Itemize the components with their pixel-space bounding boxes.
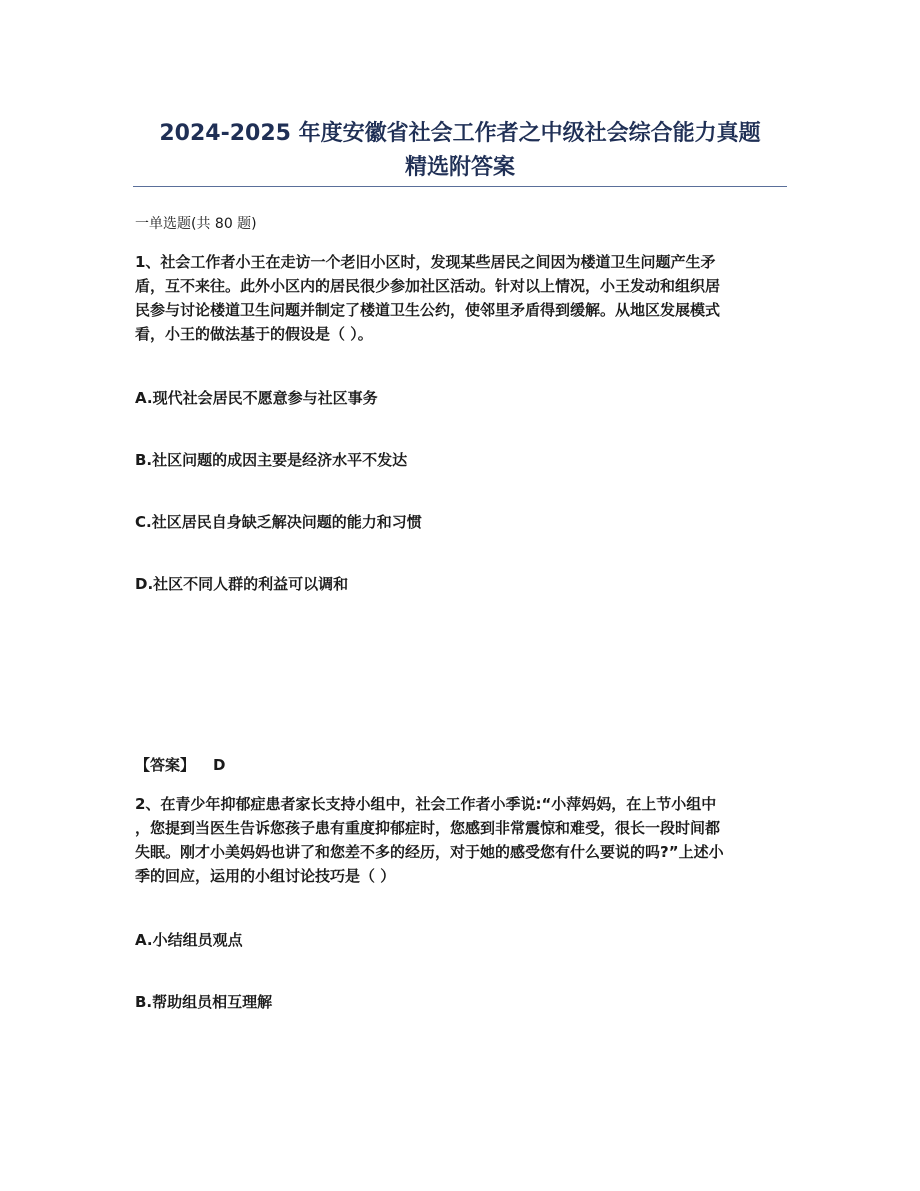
question-1-stem-line: 看，小王的做法基于的假设是（ ）。 (135, 325, 373, 343)
question-1-option-b: B.社区问题的成因主要是经济水平不发达 (135, 451, 408, 469)
question-2-stem-line: 2、在青少年抑郁症患者家长支持小组中，社会工作者小季说:“小萍妈妈，在上节小组中 (135, 795, 717, 813)
document-title-line-1: 2024-2025 年度安徽省社会工作者之中级社会综合能力真题 (159, 121, 761, 146)
question-1-option-c: C.社区居民自身缺乏解决问题的能力和习惯 (135, 513, 422, 531)
question-1-option-d: D.社区不同人群的利益可以调和 (135, 575, 349, 593)
question-2-option-a: A.小结组员观点 (135, 931, 243, 949)
question-2-option-b: B.帮助组员相互理解 (135, 993, 273, 1011)
answer-label: 【答案】 (135, 756, 196, 774)
question-2-stem-line: 季的回应，运用的小组讨论技巧是（ ） (135, 867, 396, 885)
question-2-stem-line: 失眠。刚才小美妈妈也讲了和您差不多的经历，对于她的感受您有什么要说的吗?”上述小 (135, 843, 724, 861)
question-1-stem-line: 民参与讨论楼道卫生问题并制定了楼道卫生公约，使邻里矛盾得到缓解。从地区发展模式 (135, 301, 721, 319)
answer-value: D (213, 756, 226, 774)
question-1-stem-line: 1、社会工作者小王在走访一个老旧小区时，发现某些居民之间因为楼道卫生问题产生矛 (135, 253, 716, 271)
question-1-stem-line: 盾，互不来往。此外小区内的居民很少参加社区活动。针对以上情况，小王发动和组织居 (135, 277, 721, 295)
question-1-option-a: A.现代社会居民不愿意参与社区事务 (135, 389, 378, 407)
section-heading: 一单选题(共 80 题) (135, 216, 257, 232)
question-1-answer (135, 753, 225, 777)
title-divider (133, 186, 787, 187)
document-title-line-2: 精选附答案 (404, 155, 515, 180)
question-2-stem-line: ，您提到当医生告诉您孩子患有重度抑郁症时，您感到非常震惊和难受，很长一段时间都 (135, 819, 721, 837)
